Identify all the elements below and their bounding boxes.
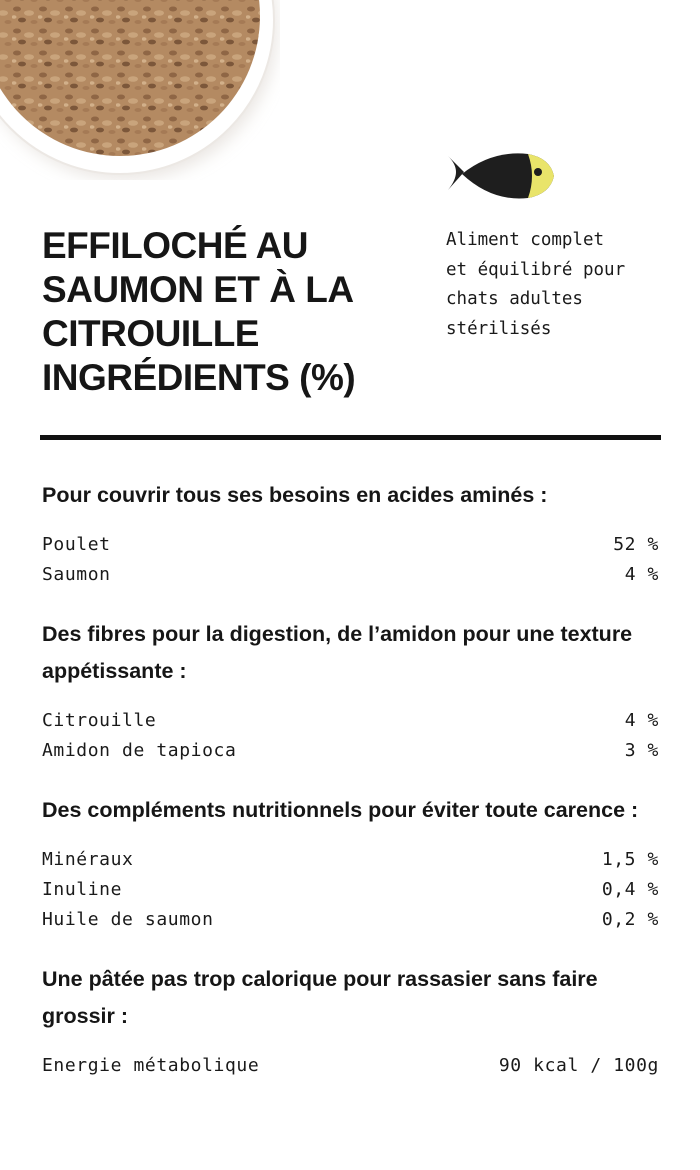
ingredient-name: Poulet [42, 534, 111, 555]
title-line: CITROUILLE [42, 313, 259, 354]
ingredient-value: 0,2 % [601, 909, 659, 930]
section-heading: Des compléments nutritionnels pour éviter toute carence : [42, 798, 639, 822]
product-title [42, 224, 402, 400]
ingredient-row [42, 905, 659, 935]
ingredient-name: Saumon [42, 564, 111, 585]
ingredient-value: 4 % [624, 564, 659, 585]
section-fibres [42, 616, 659, 766]
section-supplements [42, 792, 659, 935]
section-heading: Une pâtée pas trop calorique pour rassasier sans faire grossir : [42, 967, 598, 1028]
ingredient-value: 90 kcal / 100g [498, 1055, 659, 1076]
tagline-line: Aliment complet [446, 230, 605, 250]
ingredient-name: Inuline [42, 879, 123, 900]
ingredient-name: Huile de saumon [42, 909, 214, 930]
ingredient-row [42, 845, 659, 875]
section-heading: Des fibres pour la digestion, de l’amidon pour une texture appétissante : [42, 622, 633, 683]
ingredient-row [42, 560, 659, 590]
ingredient-value: 4 % [624, 710, 659, 731]
ingredient-value: 52 % [613, 534, 659, 555]
ingredient-value: 3 % [624, 740, 659, 761]
ingredient-value: 0,4 % [601, 879, 659, 900]
product-tagline [446, 226, 686, 344]
ingredient-row [42, 875, 659, 905]
section-energy [42, 961, 659, 1081]
section-amino-acids [42, 477, 659, 590]
tagline-line: chats adultes [446, 289, 583, 309]
title-line: INGRÉDIENTS (%) [42, 357, 356, 398]
ingredient-name: Energie métabolique [42, 1055, 260, 1076]
ingredients-list [42, 477, 659, 1107]
ingredient-row [42, 1051, 659, 1081]
tagline-line: stérilisés [446, 318, 552, 339]
ingredient-name: Citrouille [42, 710, 157, 731]
fish-icon [446, 148, 558, 204]
food-bowl-image [0, 0, 280, 180]
ingredient-name: Minéraux [42, 849, 134, 870]
divider [40, 435, 661, 440]
title-line: EFFILOCHÉ AU [42, 225, 309, 266]
ingredient-row [42, 706, 659, 736]
ingredient-row [42, 736, 659, 766]
title-line: SAUMON ET À LA [42, 269, 354, 310]
ingredient-row [42, 530, 659, 560]
ingredient-value: 1,5 % [601, 849, 659, 870]
tagline-line: et équilibré pour [446, 259, 626, 280]
ingredient-name: Amidon de tapioca [42, 740, 237, 761]
section-heading: Pour couvrir tous ses besoins en acides aminés : [42, 483, 548, 507]
